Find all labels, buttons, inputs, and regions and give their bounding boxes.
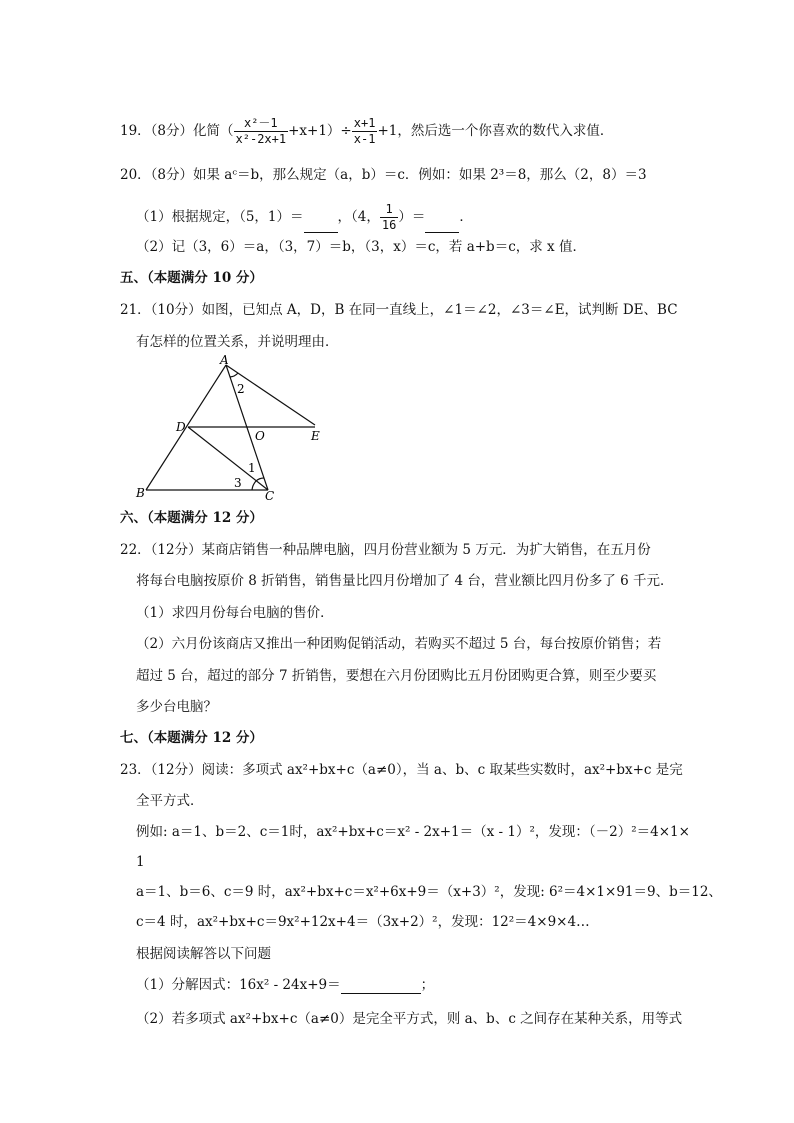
q23-line3: 例如: a＝1、b＝2、c＝1时，ax²+bx+c＝x² - 2x+1＝（x - 1）²，发现：（－2）²＝4×1× [136, 824, 690, 840]
label-angle-3: 3 [234, 476, 242, 490]
q20-blank-1 [304, 218, 338, 233]
q21-line1: 21．（10分）如图，已知点 A，D，B 在同一直线上，∠1＝∠2，∠3＝∠E，试判断 DE、BC [120, 302, 678, 318]
label-e: E [311, 429, 320, 443]
q21-line2: 有怎样的位置关系，并说明理由． [136, 334, 339, 350]
q20-part1 [136, 202, 473, 233]
q19-frac2-numerator: x+1 [353, 116, 376, 130]
q22-part2-line3: 多少台电脑？ [136, 699, 217, 715]
q23-blank [341, 979, 421, 994]
label-o: O [255, 429, 265, 443]
section-5-heading: 五、（本题满分 10 分） [120, 270, 263, 286]
q19-frac2-denominator: x-1 [353, 132, 376, 146]
q23-part1 [136, 976, 434, 994]
label-angle-1: 1 [248, 461, 256, 475]
q23-p1-end: ； [420, 977, 435, 993]
q23-line2: 全平方式． [136, 793, 204, 809]
q23-line1: 23．（12分）阅读：多项式 ax²+bx+c（a≠0），当 a、b、c 取某些实数时，ax²+bx+c 是完 [120, 762, 683, 778]
q23-line7: 根据阅读解答以下问题 [136, 946, 271, 962]
q22-part2-line1: （2）六月份该商店又推出一种团购促销活动，若购买不超过 5 台，每台按原价销售；若 [136, 636, 662, 652]
q22-part1: （1）求四月份每台电脑的售价． [136, 605, 334, 621]
q22-part2-line2: 超过 5 台，超过的部分 7 折销售，要想在六月份团购比五月份团购更合算，则至少要买 [136, 668, 657, 684]
q19-line [120, 116, 613, 147]
label-b: B [136, 486, 145, 500]
q19-fraction-1 [234, 116, 289, 147]
angle-3-arc [252, 481, 256, 490]
label-angle-2: 2 [237, 382, 245, 396]
angle-1-arc [256, 478, 264, 481]
q23-p1-text: （1）分解因式：16x² - 24x+9＝ [136, 977, 341, 993]
q20-frac-numerator: 1 [380, 202, 398, 218]
label-a: A [220, 353, 229, 367]
q23-line4: 1 [136, 854, 145, 870]
q20-stem: 20．（8分）如果 aᶜ＝b，那么规定（a，b）＝c．例如：如果 2³＝8，那么（2，8）＝3 [120, 167, 647, 183]
q22-line2: 将每台电脑按原价 8 折销售，销售量比四月份增加了 4 台，营业额比四月份多了 6 千元． [136, 573, 674, 589]
q19-prefix: 19．（8分）化简（ [120, 123, 234, 139]
q19-fraction-2 [352, 116, 378, 147]
q23-line6: c＝4 时，ax²+bx+c＝9x²+12x+4＝（3x+2）²，发现：12²＝4×9×4… [136, 914, 590, 930]
q23-line5: a＝1、b＝6、c＝9 时，ax²+bx+c＝x²+6x+9＝（x+3）²，发现: 6²＝4×1×91＝9、b＝12、 [136, 884, 722, 900]
q19-suffix: +1，然后选一个你喜欢的数代入求值． [377, 123, 614, 139]
q20-p1-b: ，（4， [337, 209, 380, 225]
q20-p1-a: （1）根据规定，（5，1）＝ [136, 209, 304, 225]
q20-p1-c: ）＝ [398, 209, 426, 225]
q20-frac-denominator: 16 [381, 218, 397, 232]
q21-geometry-figure [130, 352, 330, 507]
q19-frac1-numerator: x²－1 [234, 116, 289, 132]
q20-fraction [380, 202, 398, 233]
q20-blank-2 [425, 218, 459, 233]
q20-p1-d: ． [459, 209, 473, 225]
q19-frac1-denominator: x²-2x+1 [235, 132, 287, 146]
label-c: C [265, 489, 275, 503]
angle-2-arc [230, 373, 238, 377]
section-7-heading: 七、（本题满分 12 分） [120, 730, 263, 746]
q23-part2: （2）若多项式 ax²+bx+c（a≠0）是完全平方式，则 a、b、c 之间存在某种关系，用等式 [136, 1011, 683, 1027]
q22-line1: 22．（12分）某商店销售一种品牌电脑，四月份营业额为 5 万元．为扩大销售，在五月份 [120, 542, 651, 558]
q19-mid: +x+1）÷ [288, 123, 352, 139]
section-6-heading: 六、（本题满分 12 分） [120, 510, 263, 526]
label-d: D [176, 420, 186, 434]
q20-part2: （2）记（3，6）＝a，（3，7）＝b，（3，x）＝c，若 a+b＝c，求 x 值． [136, 239, 586, 255]
